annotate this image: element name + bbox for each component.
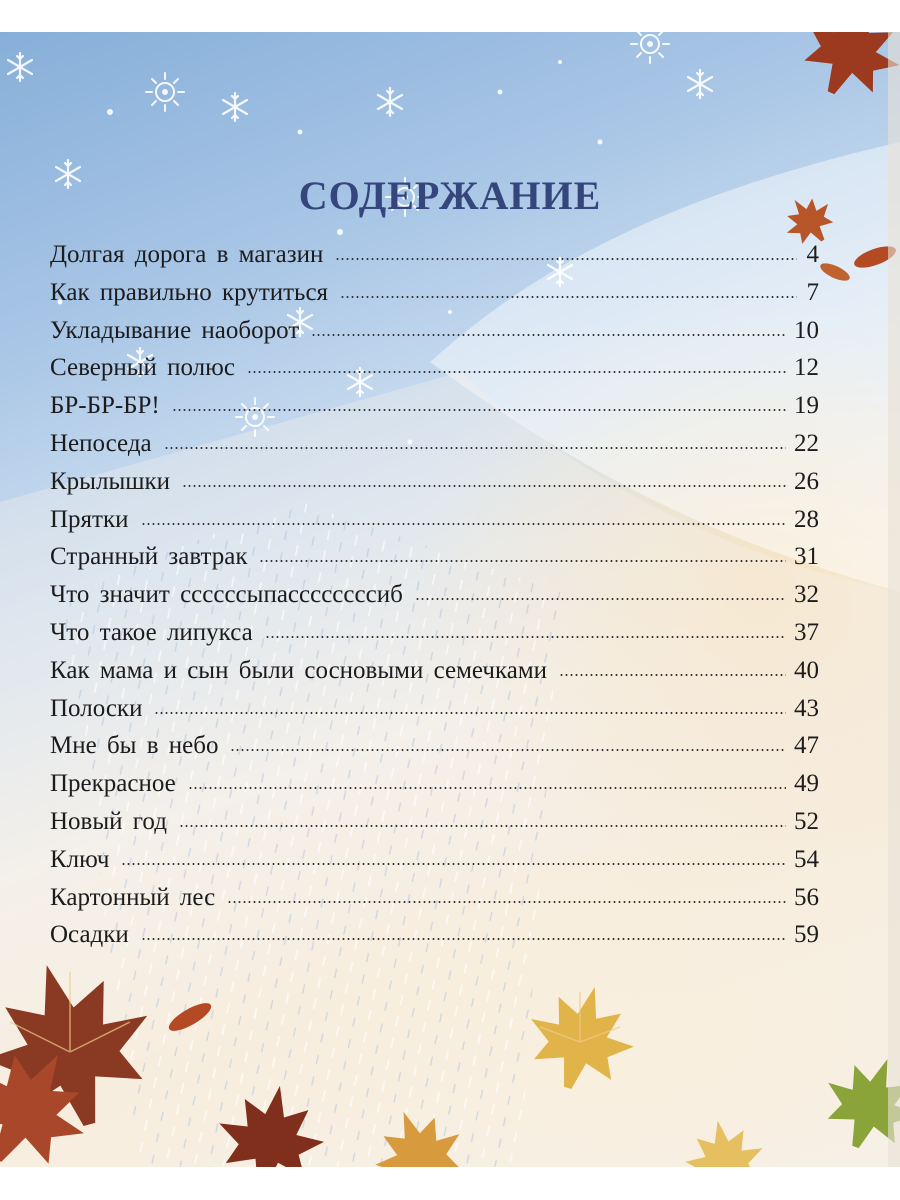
toc-page-number: 47 [794,732,819,760]
dot-leader [311,334,786,336]
toc-entry-title: Картонный лес [50,883,216,911]
toc-entry-title: Полоски [50,694,143,722]
toc-entry-title: Северный полюс [50,354,235,382]
toc-entry-title: Мне бы в небо [50,732,219,760]
toc-page-number: 4 [806,241,819,268]
toc-entry [50,279,819,317]
toc-entry [50,392,819,430]
toc-entry-title: Что значит ссссссыпассссссссиб [50,581,403,609]
dot-leader [141,523,786,525]
toc-entry [50,695,819,733]
book-page [0,32,900,1167]
dot-leader [247,371,786,373]
toc-entry [50,354,819,392]
toc-page-number: 26 [794,467,819,495]
toc-entry [50,657,819,695]
toc-entry [50,317,819,355]
toc-entry-title: Что такое липукса [50,618,253,646]
dot-leader [121,863,786,865]
dot-leader [559,674,786,676]
toc-entry [50,506,819,544]
toc-entry-title: Прекрасное [50,770,176,798]
toc-entry-title: Как мама и сын были сосновыми семечками [50,656,548,684]
toc-entry [50,468,819,506]
toc-page-number: 12 [794,354,819,382]
toc-entry [50,241,819,279]
toc-entry [50,921,819,959]
dot-leader [164,447,786,449]
toc-page-number: 22 [794,429,819,457]
dot-leader [154,712,786,714]
toc-page-number: 10 [794,316,819,344]
dot-leader [335,258,797,260]
toc-entry [50,884,819,922]
toc-entry-title: Прятки [50,505,129,533]
toc-page-number: 7 [806,278,819,306]
toc-page-number: 40 [794,656,819,684]
toc-page-number: 52 [794,807,819,835]
toc-page-number: 59 [794,921,819,949]
toc-entry-title: Укладывание наоборот [50,316,300,344]
toc-entry-title: Непоседа [50,429,152,457]
toc-page-number: 49 [794,770,819,798]
toc-page-number: 19 [794,392,819,420]
dot-leader [259,560,786,562]
toc-entry-title: БР-БР-БР! [50,392,160,420]
toc-entry-title: Крылышки [50,467,171,495]
toc-entry [50,581,819,619]
toc-entry [50,543,819,581]
dot-leader [230,749,786,751]
dot-leader [179,825,786,827]
toc-page-number: 56 [794,883,819,911]
toc-entry-title: Как правильно крутиться [50,278,329,306]
toc-entry [50,430,819,468]
toc-page-number: 37 [794,618,819,646]
toc-entry-title: Долгая дорога в магазин [50,241,324,268]
table-of-contents [50,241,819,959]
toc-entry-title: Новый год [50,807,167,835]
toc-page-number: 31 [794,543,819,571]
toc-entry-title: Странный завтрак [50,543,248,571]
dot-leader [141,938,786,940]
toc-entry [50,732,819,770]
toc-page-number: 54 [794,845,819,873]
dot-leader [415,598,786,600]
toc-page-number: 43 [794,694,819,722]
dot-leader [227,901,786,903]
toc-entry-title: Осадки [50,921,129,949]
dot-leader [182,485,786,487]
toc-entry [50,846,819,884]
page-title: СОДЕРЖАНИЕ [298,173,602,218]
toc-entry-title: Ключ [50,845,110,873]
toc-entry [50,619,819,657]
dot-leader [340,296,797,298]
toc-entry [50,808,819,846]
dot-leader [172,409,786,411]
dot-leader [265,636,786,638]
toc-entry [50,770,819,808]
toc-page-number: 28 [794,505,819,533]
toc-page-number: 32 [794,581,819,609]
dot-leader [188,787,786,789]
